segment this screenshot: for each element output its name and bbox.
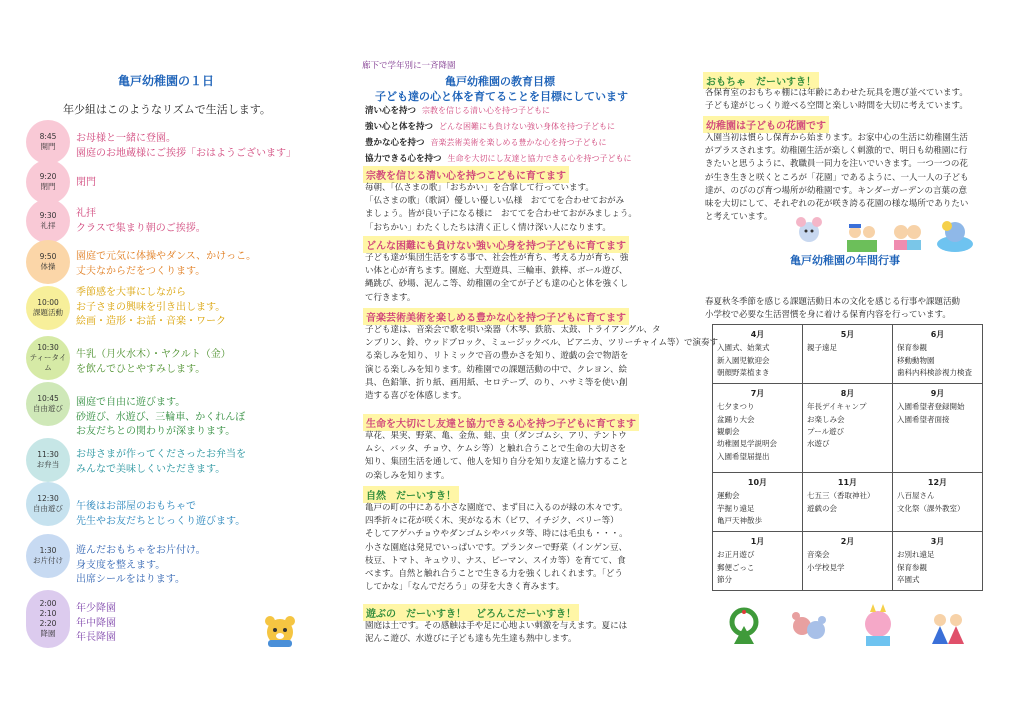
section-text: 子ども達が集団生活をする事で、社会性が育ち、考える力が育ち、強 い体と心が育ちます。園庭、大型遊具、三輪車、鉄棒、ボール遊び、 縄跳び、砂場、泥んこ等、幼稚園の全てが子ども達の心と体を強くし て行きます。 [365, 253, 629, 303]
time-badge: 1:30 お片付け [26, 534, 70, 578]
oni-illustration-icon [858, 604, 898, 648]
kids-illustration-icon [890, 218, 924, 252]
children-illustration-icon [845, 220, 879, 254]
section-text: 子ども達は、音楽会で歌を唄い楽器（木琴、鉄筋、太鼓、トライアングル、タ ンブリン、鈴、ウッドブロック、ミュージックベル、ピアニカ、ツリーチャイム等）で演奏す る楽しみを知り、リトミックで音の豊かさを知り、遊戯の会で物語を 演じる楽しみを知ります。幼稚園での課題活動の中で、クレヨン、絵 具、色鉛筆、折り紙、画用紙、セロテープ、のり、ハサミ等を使い創 造する喜びを体感します。 [365, 325, 719, 401]
goal-item: 豊かな心を持つ 音楽芸術美術を楽しめる豊かな心を持つ子どもに [365, 138, 607, 148]
goal-item: 清い心を持つ 宗教を信じる清い心を持つ子どもに [365, 106, 551, 116]
annual-intro: 春夏秋冬季節を感じる課題活動日本の文化を感じる行事や課題活動 小学校で必要な生活習慣を身に着ける保育内容を行っています。 [705, 297, 961, 321]
christmas-wreath-illustration-icon [725, 606, 763, 646]
goal-item: 協力できる心を持つ 生命を大切にし友達と協力できる心を持つ子どもに [365, 154, 632, 164]
month-cell: 3月 お別れ遠足 保育参観 卒園式 [893, 532, 983, 591]
time-badge: 10:00 課題活動 [26, 286, 70, 330]
toys-text: 各保育室のおもちゃ棚には年齢にあわせた玩具を選び並べています。 子ども達がじっくり遊べる空間と楽しい時間を大切に考えています。 [705, 88, 968, 112]
time-badge: 11:30 お弁当 [26, 438, 70, 482]
activities-column [700, 0, 995, 722]
bear-illustration-icon [260, 610, 300, 650]
daily-intro: 年少組はこのようなリズムで生活します。 [63, 103, 271, 116]
section-text: 園庭は土です。その感触は手や足に心地よい刺激を与えます。夏には 泥んこ遊び、水遊びに子ども達も先生達も熱中します。 [365, 621, 628, 645]
hina-dolls-illustration-icon [928, 606, 968, 646]
garden-text: 入園当初は慣らし保育から始まります。お家中心の生活に幼稚園生活 がプラスされます。幼稚園生活が楽しく刺激的で、明日も幼稚園に行 きたいと思うように、教職員一同力を注いでいきます。一つ一つの花 が生き生きと咲くところが「花園」であるように、一人一人の子ども 達が、のびのび育つ場所が幼稚園です。キンダーガーデンの言葉の意 味を大切にして、それぞれの花が咲き誇る花園の様な場所でありたい と考えています。 [705, 133, 969, 223]
time-badge: 12:30 自由遊び [26, 482, 70, 526]
garden-heading: 幼稚園は子どもの花園です [703, 116, 829, 133]
goal-item: 強い心と体を持つ どんな困難にも負けない強い身体を持つ子どもに [365, 122, 616, 132]
education-title: 亀戸幼稚園の教育目標 [445, 75, 555, 88]
time-badge: 9:20 閉門 [26, 160, 70, 204]
dismissal-note: 廊下で学年別に一斉降園 [362, 61, 456, 71]
schedule-desc: 園庭で自由に遊びます。 砂遊び、水遊び、三輪車、かくれんぼ お友だちとの関わりが深まります。 [76, 397, 246, 437]
month-cell: 6月 保育参観 移動動物園 歯科内科検診視力検査 [893, 325, 983, 384]
schedule-desc: 礼拝 クラスで集まり朝のご挨拶。 [76, 208, 206, 234]
month-cell: 8月 年長デイキャンプ お楽しみ会 プール遊び 水遊び [803, 384, 893, 473]
mice-illustration-icon [788, 606, 828, 646]
month-cell: 5月 親子遠足 [803, 325, 893, 384]
schedule-desc: お母さまが作ってくださったお弁当を みんなで美味しくいただきます。 [76, 449, 246, 475]
time-badge: 10:30 ティータイム [26, 336, 70, 380]
annual-events-table [712, 324, 983, 591]
section-heading: 遊ぶの だーいすき！ どろんこだーいすき！ [363, 604, 579, 621]
schedule-desc: 遊んだおもちゃをお片付け。 身支度を整えます。 出席シールをはります。 [76, 545, 206, 585]
schedule-desc: 牛乳（月火水木）・ヤクルト（金） を飲んでひとやすみします。 [76, 349, 231, 375]
schedule-desc: お母様と一緒に登園。 園庭のお地蔵様にご挨拶「おはようございます」 [76, 133, 296, 159]
daily-schedule-column [18, 0, 318, 722]
month-cell: 1月 お正月遊び 郵便ごっこ 節分 [713, 532, 803, 591]
month-cell: 4月 入園式、始業式 新入園児歓迎会 朝顔野菜植まき [713, 325, 803, 384]
education-subtitle: 子ども達の心と体を育てることを目標にしています [375, 90, 628, 103]
time-badge: 9:50 体操 [26, 240, 70, 284]
time-badge: 10:45 自由遊び [26, 382, 70, 426]
month-cell: 9月 入園希望者登録開始 入園希望者面接 [893, 384, 983, 473]
schedule-desc: 園庭で元気に体操やダンス、かけっこ。 丈夫なからだをつくります。 [76, 251, 257, 277]
section-heading: どんな困難にも負けない強い心身を持つ子どもに育てます [363, 236, 629, 253]
section-heading: 音楽芸術美術を楽しめる豊かな心を持つ子どもに育てます [363, 308, 629, 325]
month-cell: 12月 八百屋さん 文化祭（課外教室） [893, 473, 983, 532]
section-heading: 宗教を信じる清い心を持つこどもに育てます [363, 166, 569, 183]
daily-title: 亀戸幼稚園の１日 [118, 74, 215, 88]
section-text: 毎朝、「仏さまの歌」「おちかい」を合掌して行っています。 「仏さまの歌」（歌詞）優しい優しい仏様 おててを合わせておがみ ましょう。皆が良い子になる様に おててを合わせておがみましょう。 「おちかい」わたくしたちは清く正しく情け深い人になります。 [365, 183, 637, 233]
schedule-desc: 午後はお部屋のおもちゃで 先生やお友だちとじっくり遊びます。 [76, 501, 246, 527]
section-text: 草花、果実、野菜、亀、金魚、蛙、虫（ダンゴムシ、アリ、テントウ ムシ、バッタ、チョウ、ケムシ等）と触れ合うことで生命の大切さを 知り、集団生活を通して、他人を知り自分を知り友達と協力すること の楽しみを知ります。 [365, 431, 629, 481]
section-heading: 生命を大切にし友達と協力できる心を持つ子どもに育てます [363, 414, 639, 431]
annual-title: 亀戸幼稚園の年間行事 [790, 254, 900, 267]
schedule-desc: 季節感を大事にしながら お子さまの興味を引き出します。 絵画・造形・お話・音楽・ワーク [76, 287, 226, 327]
toys-heading: おもちゃ だーいすき！ [703, 72, 819, 89]
elephant-pool-illustration-icon [935, 214, 975, 254]
time-badge: 8:45 開門 [26, 120, 70, 164]
mouse-illustration-icon [792, 212, 826, 246]
month-cell: 2月 音楽会 小学校見学 [803, 532, 893, 591]
section-heading: 自然 だーいすき！ [363, 486, 459, 503]
schedule-desc: 年少降園 年中降園 年長降園 [76, 603, 116, 643]
section-text: 亀戸の町の中にある小さな園庭で、まず目に入るのが緑の木々です。 四季折々に花が咲く木、実がなる木（ビワ、イチジク、ベリー等） そしてアゲハチョウやダンゴムシやバッタ等、時には毛虫も・・・。 小さな園庭は発見でいっぱいです。プランターで野菜（インゲン豆、 枝豆、トマト、キュウリ、ナス、ピーマン、スイカ等）を育てて、食 べます。自然と触れ合うことで生きる力を強くしれくれます。「どう してかな」「なんでだろう」の芽を大きく育みます。 [365, 503, 628, 593]
time-badge: 9:30 礼拝 [26, 199, 70, 243]
schedule-desc: 閉門 [76, 177, 96, 188]
month-cell: 11月 七五三（香取神社） 遊戯の会 [803, 473, 893, 532]
education-column [350, 0, 719, 722]
month-cell: 10月 運動会 芋掘り遠足 亀戸天神散歩 [713, 473, 803, 532]
month-cell: 7月 七夕まつり 盆踊り大会 観劇会 幼稚園見学説明会 入園希望届提出 [713, 384, 803, 473]
time-badge: 2:00 2:10 2:20 降園 [26, 590, 70, 648]
